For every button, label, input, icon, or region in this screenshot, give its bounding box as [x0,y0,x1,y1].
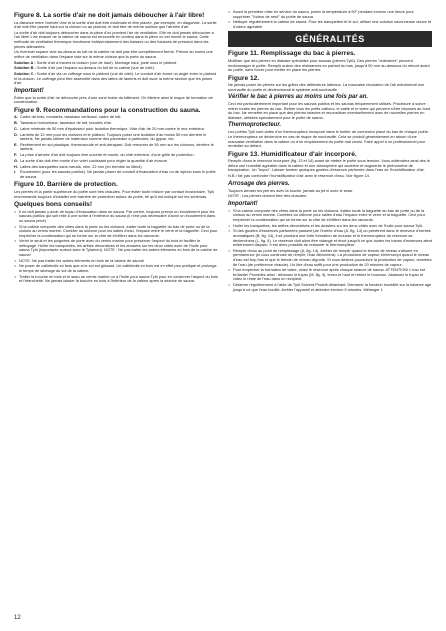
thermo-paragraph: Les poêles Tylö sont dotés d'un thermorupteur incorporé dans le boîtier de connexion placé au bas de chaque poêle. Le thermorupteur se déclenche en cas de risque de surchauffe. Cela se produit généralement en raison d'une mauvaise ventilation dans la cabine ou d'un emplacement du poêle mal choisi. Faire appel à un professionnel pour remédier au défaut. [228,129,429,149]
fig8-heading: Figure 8. La sortie d'air ne doit jamais déboucher à l'air libre! [14,12,205,19]
right-column [228,10,432,610]
tips-heading: Quelques bons conseils! [14,201,93,209]
fig9-item-letter: D. [14,131,18,137]
fig8-paragraph-2: La sortie d'air doit toujours déboucher dans la pièce d'où provient l'air de ventilation. Elle ne doit jamais déboucher à l'air libre! L'air évacué de la cabine de sauna est renouvelé en continu dans la pièce où est monté le sauna. Cette méthode de ventilation thermique fonctionne indépendamment des baisses ou des hausses de pression dans les pièces attenantes. [14,29,214,49]
fig9-item-text: Écoulement (pour les saunas publics). Ne jamais placer de conduit d'évacuation d'eau ou de siphon sous le poêle de sauna. [20,169,216,179]
fig9-item-letter: H. [14,163,18,169]
tip-item: • Traiter la bouche en bois et le seau au vernis marine ou à l'huile pour sauna Tylö pour en conserver l'aspect du bois et l'étanchéité. Ne jamais laisser la bouche en bois à l'intérieur de la cabine après la séance de sauna. [14,275,218,284]
fig9-item-text: La prise d'arrivée d'air doit toujours être ouverte et munie, du côté extérieur, d'une grille de protection. [20,152,195,158]
solution-c [14,72,218,86]
top-bullet-item: • Nettoyer régulièrement la cabine de sauna. Pour les banquettes et le sol, utiliser une solution savonneuse douce et d'odeur agréable. [228,20,432,29]
fig13-note: N.B.! Ne pas confondre l'humidificateur d'air avec le réservoir d'eau. Voir figure 14. [228,173,370,179]
solution-a-text: Sortie d'air à travers la cloison (vue de haut). Montage haut, juste sous le plafond. [35,59,178,65]
top-bullets [228,10,432,29]
fig9-item-letter: A. [14,114,18,120]
tip-item: • NOTE: Ne pas traiter les autres éléments en bois de la cabine de sauna! [14,259,218,264]
important-item: • Si des gouttes d'essences parfumées passent par l'entrée d'eau (A, fig. 14) ou pénètrent dans le receveur d'herbes aromatiques (B, fig. 14), il se produira une forte formation de mousse et le thermorupteur du réservoir se déclenchera (L, fig. 4). Le réservoir doit alors être vidangé et rincé jusqu'à ce que toutes les traces d'essences aient entièrement disparu. Il est alors possible de restaurer le thermorupteur. [228,229,432,247]
solution-a-label: Solution A : [14,59,36,65]
fig12-paragraph: Ne jamais poser de pierres sur les grilles des déflecteurs latéraux. La mauvaise circulation de l'air entraînerait une surchauffe du poêle et déclencherait le système anti-surchauffe. [228,82,425,92]
fig8-paragraph-3: Un éventuel espace vide au-dessus du toit de la cabine ne doit pas être complètement fermé. Prévoir au moins une orifice de ventilation dans l'espace vide sur la même cloison que la porte du sauna. [14,49,213,59]
important-item: • Détartrer régulièrement à l'aide de Tylö Solvent.Produit détartrant. Démarrer la fonction humidité sur la balance agir jusqu'à ce que l'eau bouille. Arrêter l'appareil et attendre environ 5 minutes. Mélanger 1 [228,283,432,292]
fig9-item-letter: G. [14,157,19,163]
fig13-heading: Figure 13. Humidificateur d'air incorporé. [228,150,357,158]
verify-heading: Vérifier le bac à pierres au moins une fois par an. [228,94,369,101]
fig9-item [14,143,218,152]
fig9-item-text: Lattes des banquettes sans nœuds, mini. 22 mm (en tremble ou tilleul). [20,163,143,169]
fig9-item-text: Tasseaux horizontaux, tasseaux de toit, boucles d'air. [20,120,112,126]
tip-item: • Il ne doit jamais y avoir de tuyau d'évacuation dans un sauna. Par contre, toujours prévoir un écoulement pour les saunas publics qui soit relié à une sortie à l'extérieur du sauna (il n'est pas nécessaire d'avoir un écoulement dans un sauna privé). [14,210,218,224]
important-heading-2: Important! [228,200,258,207]
important-item: • Huiler les banquettes, les arêtes décoratives et les dossiers sur les deux côtés avec de l'huile pour sauna Tylö. [228,224,432,229]
arrosage-note: NOTE : Les pierres doivent être très chaudes. [228,193,308,199]
top-bullet-item: • Avant la première mise en service du sauna, porter la température à 90° pendant environ une heure pour supprimer "l'odeur de neuf" du poêle de sauna. [228,10,432,19]
important-paragraph-1: Éviter que la sortie d'air ne débouche près d'une zone froide du bâtiment. On élimine ainsi le risque de formation de condensation. [14,94,213,105]
solution-c-label: Solution C : [14,71,36,76]
solution-b-text: Sortie d'air par l'espace au-dessus du toit de la cabine (vue de côté). [35,65,155,71]
fig9-item-letter: C. [14,125,18,131]
fig12-heading: Figure 12. [228,74,260,82]
verify-paragraph: Ceci est particulièrement important pour les saunas publics et les saunas fréquemment utilisés. Procédure à suivre : retirer toutes les pierres du bac. Retirer tous les petits cailloux, le sable et le tartre qui peuvent s'être déposés au fond du bac. Ne remettre en place que des pierres intactes et reconstituer éventuellement avec de nouvelles pierres en diabase, utilisées spécialement pour le poêle de sauna. [228,101,431,120]
fig9-item-letter: E. [14,141,18,147]
fig9-item [14,170,218,179]
fig9-item-letter: I. [14,169,17,175]
fig11-paragraph: Mutiliser que des pierres en diabase spécialisé pour saunas (pierres Tylö). Des pierres "ordinaires" peuvent endommager le poêle. Remplir autour des résistances en partant du bas, jusqu'à 50 mm au-dessous du rebord avant du poêle, sans forcer pour mettre en place les pierres. [228,57,430,73]
fig10-heading: Figure 10. Barrière de protection. [14,181,118,189]
important-heading-1: Important! [14,87,44,94]
fig9-list [14,115,218,179]
solution-c-text: Sortie d'air via un coffrage sous le plafond (vue de côté). Le conduit d'air forme un angle entre le plafond et la cloison. Le coffrage peut être assemblé dans des lattes de lambris et doit avoir la même section que les prises d'air. [14,71,217,86]
left-column [14,10,218,610]
tip-item: • Ne poser de caillebotis en bois que si le sol est glissant. Un caillebotis en bois est en effet peu pratique et prolonge le temps de séchage du sol de la cabine. [14,264,218,273]
solution-b-label: Solution B : [14,65,36,71]
important-item: • Pour empêcher la formation de tartre, videz le réservoir après chaque séance de sauna. ATTENTION! L'eau est brûlante! Procédez ainsi : dévissez le tuyau (M, fig. 4), tenez-le haut et retirez le bouchon. Abaissez le tuyau et videz le reste de l'eau dans un récipient. [228,268,432,282]
fig8-paragraph-1: La distance entre l'arrivée d'air et la sortie d'air doit être maximale et être placée, par exemple, en diagonale. La sortie d'air doit être placée haut sur la cloison ou au plafond, et doit être de même surface que l'arrivée d'air. [14,19,217,30]
fig10-paragraph: Les pierres et la partie supérieure du poêle sont très chaudes. Pour éviter toute brûlure par contact involontaire, Tylö recommande toujours d'installer une barrière de protection autour du poêle, tel qu'il est indiqué sur les schémas. [14,188,215,199]
page-number: 12 [14,615,21,621]
fig9-item-letter: B. [14,120,18,126]
tip-item: • Si la cabine comporte des vitres dans la porte ou les cloisons, traiter toute la baguette du bas de porte ou de la cloison au vernis marine. Combler au silicone pour les salles d'eau, l'espace entre le verre et la baguette. Ceci pour empêcher la condensation qui se forme sur la vitre de s'infiltrer dans les raccords. [14,225,218,239]
fig9-item-text: Cadre de bois, montants, tasseaux verticaux, cadre de toit. [20,114,122,120]
important-list [228,209,432,292]
tip-item: • Vernir le seuil et les poignées de porte avec du vernis marine pour préserver l'aspect du bois et faciliter le nettoyage. Huiler les banquettes, les arêtes décoratives et les dossiers sur les deux côtés avec de l'huile pour sauna Tylö (importante surtout avec le Tylarium). NOTE : Ne pas traiter les autres éléments en bois de la cabine de sauna! [14,239,218,257]
fig9-item-text: Revêtement en sol plastique, thermosoudé et anti-dérapant. Doit remonter de 50 mm sur les cloisons, derrière le lambris. [20,141,214,152]
tips-list [14,210,218,284]
fig11-heading: Figure 11. Remplissage du bac à pierres. [228,50,356,58]
fig9-item [14,133,218,142]
fig9-heading: Figure 9. Recommandations pour la construction du sauna. [14,106,201,114]
fig9-item-text: La sortie d'air doit être munie d'un volet coulissant pour régler la quantité d'air évacué. [20,157,168,163]
fig9-item-text: Laine minérale de 50 mm d'épaisseur pour isolation thermique. Vide d'air de 20 mm contre le mur extérieur. [20,125,205,131]
fig9-item-text: Lambris de 12 mm pour les cloisons et le plafond. Toujours poser une isolation d'au moins 50 mm derrière le lambris. Ne jamais utiliser de matériaux comme des panneaux à particules, du gypse, etc. [20,131,207,142]
important-item: • Si la cabine comporte des vitres dans la porte ou les cloisons, traitez toute la baguette du bas de porte ou de la cloison au vernis marine. Comblez au silicone pour salles d'eau l'espace entre le verre et la baguette. Ceci pour empêcher la condensation qui se forme sur la vitre de s'infiltrer dans les raccords. [228,209,432,223]
section-banner: GÉNÉRALITÉS [228,31,432,47]
fig9-item-letter: F. [14,152,18,158]
fig13-paragraph: Remplir d'eau le réservoir incorporé (fig. 13 et 14) avant de mettre le poêle sous tension. Vous obtiendrez ainsi dès le début une humidité agréable dans la cabine et une atmosphère qui accélère et augmente le phénomène de transpiration. Un "toyuo". Laisser tomber quelques gouttes d'essence parfumée dans l'eau de l'humidificateur d'air. [228,158,430,173]
arrosage-heading: Arrosage des pierres. [228,180,290,187]
important-item: • Remplir d'eau au point de remplissage (A, fig. 14). Arrêter de remplir quand le témoin de niveau s'allume en permanence (si vous continuez de remplir, l'eau débordera). La production de vapeur s'interrompt quand le niveau d'eau est trop bas et que le témoin de niveau clignote. Si vous désirez poursuivre la production de vapeur, remettez de l'eau (de préférence chaude). Un litre d'eau suffit pour une production de 20 minutes de vapeur. [228,249,432,267]
thermo-heading: Thermoprotecteur. [228,122,282,129]
arrosage-paragraph: Toujours arroser les pierres avec la louche, jamais au jet ni avec le seau. [228,187,354,193]
